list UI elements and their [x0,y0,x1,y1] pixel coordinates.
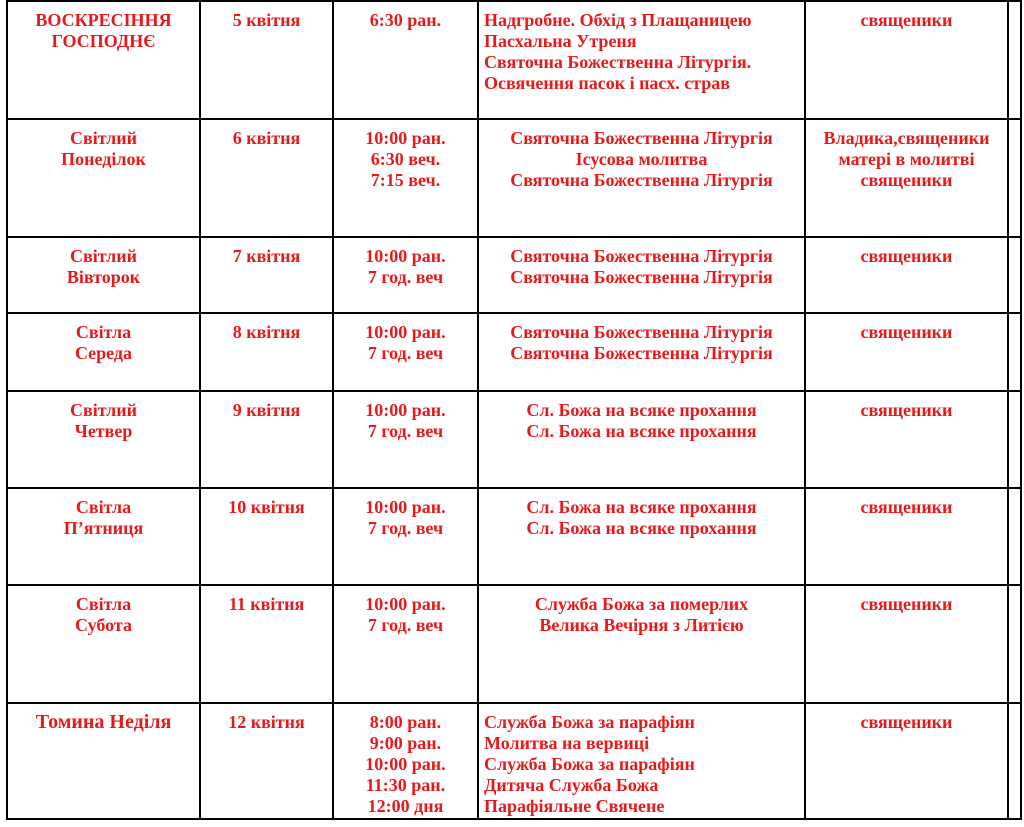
spacer-cell [1008,313,1021,391]
service-line: Святочна Божественна Літургія [510,267,773,287]
schedule-table [6,0,1022,820]
time-cell [333,119,478,237]
day-line: ГОСПОДНЄ [51,31,156,51]
service-cell [478,391,805,488]
day-cell [7,119,200,237]
time-line: 7 год. веч [367,615,444,635]
celebrant-cell [805,703,1008,819]
time-line: 12:00 дня [367,796,444,816]
day-line: ВОСКРЕСІННЯ [35,10,172,30]
service-line: Святочна Божественна Літургія [510,128,773,148]
time-line: 10:00 ран. [365,128,446,148]
table-row [7,391,1021,488]
day-line: Томина Неділя [35,711,172,733]
day-line: Понеділок [61,149,146,169]
day-cell [7,237,200,313]
service-cell [478,237,805,313]
spacer-cell [1008,237,1021,313]
service-line: Надгробне. Обхід з Плащаницею [484,10,752,30]
spacer-cell [1008,1,1021,119]
celebrant-cell [805,585,1008,703]
time-cell [333,237,478,313]
date-cell: 10 квітня [200,488,333,585]
schedule-body [7,1,1021,819]
celebrant-cell [805,119,1008,237]
celebrant-line: священики [860,497,953,517]
service-line: Пасхальна Утреня [484,31,637,51]
service-line: Сл. Божа на всяке прохання [526,421,757,441]
service-cell [478,488,805,585]
celebrant-cell [805,237,1008,313]
table-row [7,585,1021,703]
date-cell: 5 квітня [200,1,333,119]
day-line: Світлий [70,246,137,266]
day-line: П’ятниця [63,518,144,538]
time-line: 7:15 веч. [370,170,441,190]
celebrant-line: священики [860,322,953,342]
celebrant-line: матері в молитві [838,149,975,169]
service-line: Служба Божа за парафіян [484,712,695,732]
day-line: Світла [75,322,132,342]
time-line: 7 год. веч [367,343,444,363]
celebrant-cell [805,1,1008,119]
time-line: 7 год. веч [367,421,444,441]
service-line: Сл. Божа на всяке прохання [526,518,757,538]
service-line: Служба Божа за померлих [534,594,749,614]
service-line: Служба Божа за парафіян [484,754,695,774]
spacer-cell [1008,391,1021,488]
service-line: Освячення пасок і пасх. страв [484,73,730,93]
day-line: Світлий [70,400,137,420]
table-row [7,703,1021,819]
service-line: Ісусова молитва [575,149,708,169]
day-line: Четвер [74,421,133,441]
time-line: 10:00 ран. [365,400,446,420]
celebrant-line: священики [860,246,953,266]
service-line: Святочна Божественна Літургія [510,170,773,190]
spacer-cell [1008,488,1021,585]
time-line: 10:00 ран. [365,322,446,342]
day-cell [7,703,200,819]
table-row [7,119,1021,237]
day-line: Світлий [70,128,137,148]
spacer-cell [1008,703,1021,819]
time-line: 7 год. веч [367,518,444,538]
day-cell [7,585,200,703]
day-cell [7,488,200,585]
time-cell [333,391,478,488]
service-line: Святочна Божественна Літургія. [484,52,752,72]
service-cell [478,703,805,819]
day-line: Вівторок [66,267,141,287]
day-line: Світла [75,497,132,517]
table-row [7,488,1021,585]
day-line: Середа [74,343,133,363]
celebrant-line: священики [860,10,953,30]
date-cell: 7 квітня [200,237,333,313]
service-line: Велика Вечірня з Литією [539,615,744,635]
time-line: 7 год. веч [367,267,444,287]
date-cell: 6 квітня [200,119,333,237]
celebrant-line: священики [860,712,953,732]
service-line: Парафіяльне Свячене [484,796,665,816]
time-cell [333,488,478,585]
day-cell [7,1,200,119]
celebrant-cell [805,313,1008,391]
celebrant-line: Владика,священики [823,128,990,148]
time-line: 6:30 ран. [369,10,442,30]
service-line: Святочна Божественна Літургія [510,322,773,342]
table-row [7,313,1021,391]
time-line: 8:00 ран. [369,712,442,732]
celebrant-line: священики [860,594,953,614]
spacer-cell [1008,585,1021,703]
celebrant-line: священики [860,170,953,190]
service-line: Сл. Божа на всяке прохання [526,400,757,420]
time-line: 10:00 ран. [365,594,446,614]
day-cell [7,391,200,488]
service-cell [478,313,805,391]
date-cell: 11 квітня [200,585,333,703]
day-line: Субота [75,615,132,635]
day-line: Світла [75,594,132,614]
service-line: Дитяча Служба Божа [484,775,659,795]
time-cell [333,1,478,119]
service-line: Сл. Божа на всяке прохання [526,497,757,517]
time-cell [333,703,478,819]
service-cell [478,585,805,703]
date-cell: 9 квітня [200,391,333,488]
service-cell [478,119,805,237]
time-line: 9:00 ран. [369,733,442,753]
service-line: Молитва на вервиці [484,733,650,753]
date-cell: 12 квітня [200,703,333,819]
celebrant-cell [805,488,1008,585]
date-cell: 8 квітня [200,313,333,391]
time-line: 10:00 ран. [365,246,446,266]
time-line: 11:30 ран. [365,775,446,795]
time-cell [333,313,478,391]
time-cell [333,585,478,703]
spacer-cell [1008,119,1021,237]
table-row [7,237,1021,313]
celebrant-line: священики [860,400,953,420]
celebrant-cell [805,391,1008,488]
service-cell [478,1,805,119]
time-line: 10:00 ран. [365,754,446,774]
time-line: 10:00 ран. [365,497,446,517]
day-cell [7,313,200,391]
time-line: 6:30 веч. [370,149,441,169]
service-line: Святочна Божественна Літургія [510,246,773,266]
service-line: Святочна Божественна Літургія [510,343,773,363]
table-row [7,1,1021,119]
